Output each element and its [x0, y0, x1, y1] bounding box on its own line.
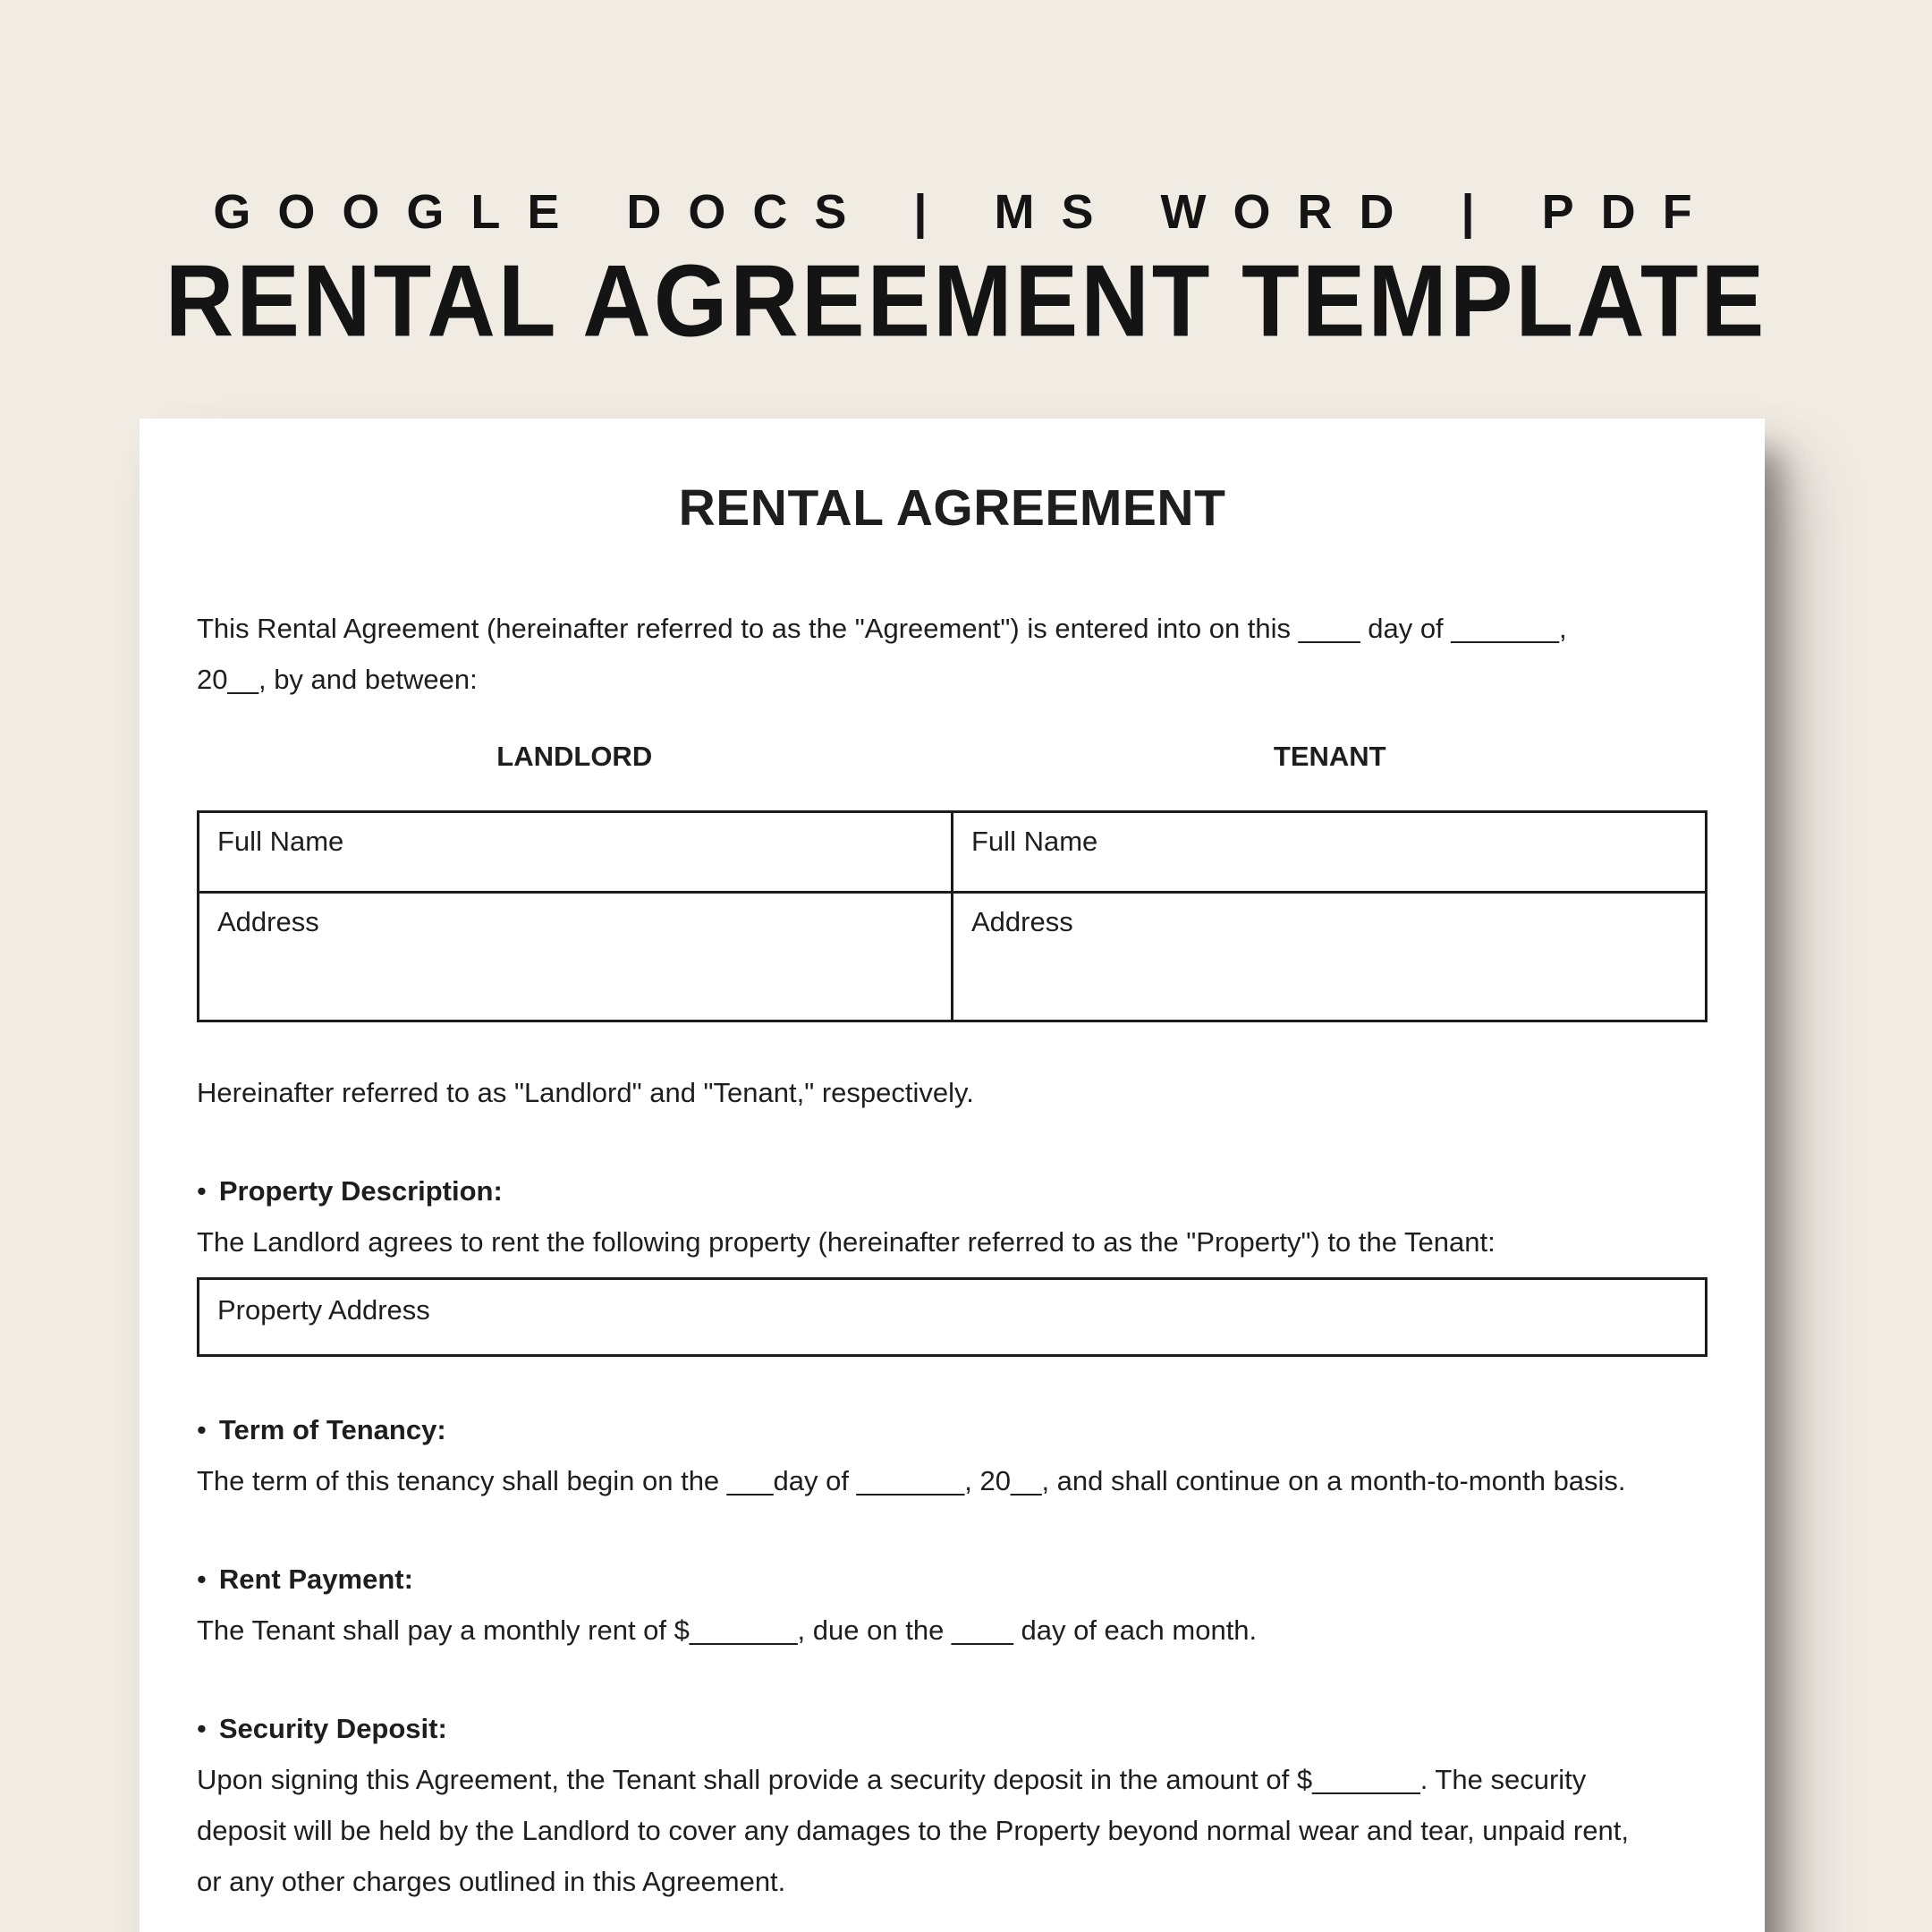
intro-paragraph-line-1: This Rental Agreement (hereinafter referred to as the "Agreement") is entered into on this ____ day of _______,: [197, 613, 1567, 644]
table-row: [199, 893, 1707, 1021]
section-heading-label: Property Description:: [218, 1175, 503, 1207]
bullet-icon: •: [197, 1563, 207, 1595]
bullet-icon: •: [197, 1175, 207, 1207]
section-body-line: The term of this tenancy shall begin on the ___day of _______, 20__, and shall continue on a month-to-month basis.: [197, 1465, 1626, 1496]
table-row: [199, 812, 1707, 893]
tenant-full-name-field[interactable]: Full Name: [953, 812, 1707, 893]
section-heading-label: Security Deposit:: [218, 1713, 447, 1744]
section-heading: [197, 1554, 1707, 1605]
bullet-icon: •: [197, 1713, 207, 1744]
intro-paragraph-line-2: 20__, by and between:: [197, 664, 478, 695]
section-body-line: The Landlord agrees to rent the following property (hereinafter referred to as the "Property") to the Tenant:: [197, 1226, 1496, 1258]
banner: [0, 0, 1932, 359]
section-body-line: The Tenant shall pay a monthly rent of $_______, due on the ____ day of each month.: [197, 1614, 1258, 1646]
landlord-address-field[interactable]: Address: [199, 893, 953, 1021]
section-security-deposit: [197, 1703, 1707, 1907]
section-rent-payment: [197, 1554, 1707, 1656]
banner-title: RENTAL AGREEMENT TEMPLATE: [165, 244, 1767, 359]
tenant-address-field[interactable]: Address: [953, 893, 1707, 1021]
document-page: [140, 419, 1765, 1932]
section-body-line: or any other charges outlined in this Agreement.: [197, 1866, 786, 1897]
property-address-box[interactable]: Property Address: [197, 1277, 1707, 1357]
bullet-icon: •: [197, 1414, 207, 1445]
section-body-line: deposit will be held by the Landlord to cover any damages to the Property beyond normal wear and tear, unpaid rent,: [197, 1815, 1629, 1846]
section-property-description: [197, 1165, 1707, 1357]
parties-table: [197, 810, 1707, 1022]
tenant-column-header: TENANT: [1273, 741, 1386, 772]
section-heading-label: Rent Payment:: [218, 1563, 413, 1595]
section-body-line: Upon signing this Agreement, the Tenant shall provide a security deposit in the amount of $_______. The security: [197, 1764, 1587, 1795]
section-heading: [197, 1703, 1707, 1754]
party-column-headers: [197, 731, 1707, 782]
landlord-column-header: LANDLORD: [496, 741, 653, 772]
hereinafter-line: Hereinafter referred to as "Landlord" and "Tenant," respectively.: [197, 1077, 974, 1108]
section-heading-label: Term of Tenancy:: [218, 1414, 446, 1445]
banner-formats-line: GOOGLE DOCS | MS WORD | PDF: [213, 185, 1719, 239]
section-term-of-tenancy: [197, 1404, 1707, 1506]
section-heading: [197, 1404, 1707, 1455]
section-heading: [197, 1165, 1707, 1216]
landlord-full-name-field[interactable]: Full Name: [199, 812, 953, 893]
document-title: RENTAL AGREEMENT: [678, 479, 1226, 537]
